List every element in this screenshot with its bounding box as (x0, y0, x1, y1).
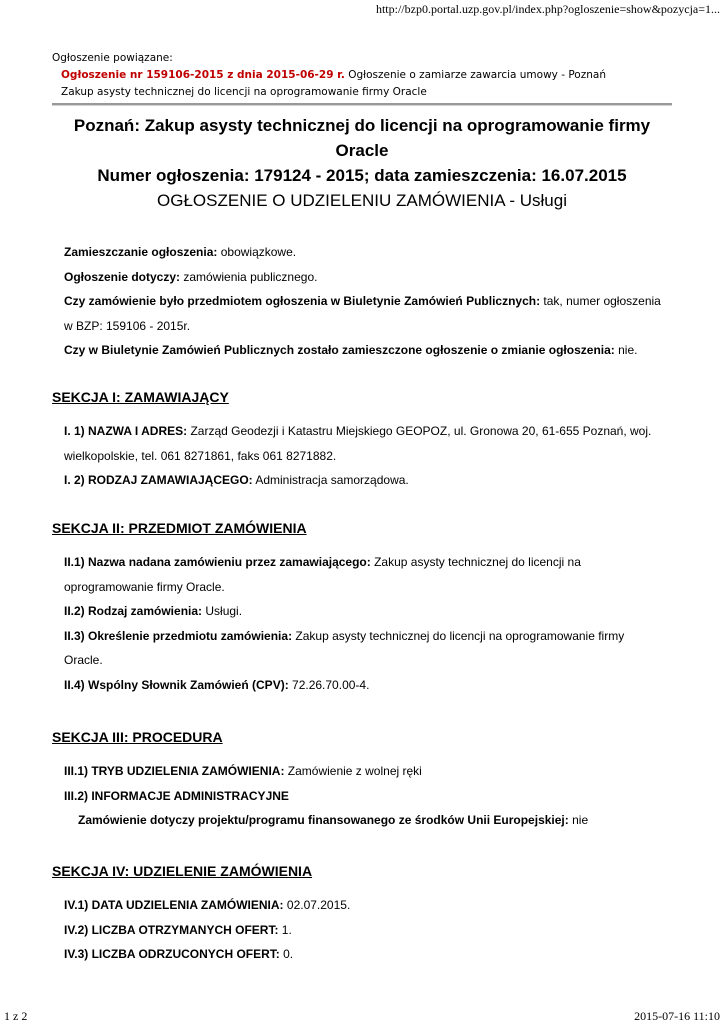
page-url: http://bzp0.portal.uzp.gov.pl/index.php?ogloszenie=show&pozycja=1... (375, 2, 720, 16)
section-3-eu-funding: Zamówienie dotyczy projektu/programu finansowanego ze środków Unii Europejskiej: nie (78, 813, 589, 827)
section-3-procedure-mode: III.1) TRYB UDZIELENIA ZAMÓWIENIA: Zamówienie z wolnej ręki (64, 764, 422, 778)
section-1-address-cont: wielkopolskie, tel. 061 8271861, faks 061 8271882. (64, 448, 337, 463)
page-indicator: 1 z 2 (4, 1009, 28, 1023)
section-2 (52, 518, 672, 697)
related-line-1 (52, 67, 672, 84)
notice-title-block (52, 113, 672, 213)
related-notice (52, 50, 672, 101)
section-2-subject: II.3) Określenie przedmiotu zamówienia: Zakup asysty technicznej do licencji na oprogramowanie firmy (64, 628, 625, 643)
section-4-award-date: IV.1) DATA UDZIELENIA ZAMÓWIENIA: 02.07.2015. (64, 898, 351, 912)
notice-title-line-1: Poznań: Zakup asysty technicznej do licencji na oprogramowanie firmy (73, 116, 651, 135)
section-1 (52, 387, 672, 493)
related-description-1: Ogłoszenie o zamiarze zawarcia umowy - Poznań (344, 69, 606, 81)
section-2-order-kind: II.2) Rodzaj zamówienia: Usługi. (64, 604, 243, 618)
intro-bzp-number: w BZP: 159106 - 2015r. (64, 318, 191, 333)
intro-concerns: Ogłoszenie dotyczy: zamówienia publicznego. (64, 269, 318, 284)
section-2-order-name: II.1) Nazwa nadana zamówieniu przez zamawiającego: Zakup asysty technicznej do licencji na (64, 555, 581, 569)
section-1-contracting-type: I. 2) RODZAJ ZAMAWIAJĄCEGO: Administracja samorządowa. (64, 473, 409, 487)
section-2-cpv: II.4) Wspólny Słownik Zamówień (CPV): 72.26.70.00-4. (64, 677, 370, 692)
notice-number: Numer ogłoszenia: 179124 - 2015; data zamieszczenia: 16.07.2015 (97, 166, 627, 185)
notice-title-line-2: Oracle (335, 141, 389, 160)
section-4-offers-received: IV.2) LICZBA OTRZYMANYCH OFERT: 1. (64, 922, 292, 937)
intro-change-notice: Czy w Biuletynie Zamówień Publicznych zostało zamieszczone ogłoszenie o zmianie ogłoszenia: nie. (64, 343, 638, 357)
section-3-admin-info: III.2) INFORMACJE ADMINISTRACYJNE (64, 788, 289, 803)
section-2-order-name-cont: oprogramowanie firmy Oracle. (64, 579, 225, 594)
related-notice-link[interactable]: Ogłoszenie nr 159106-2015 z dnia 2015-06-29 r. (61, 69, 345, 81)
section-3 (52, 727, 672, 833)
print-timestamp: 2015-07-16 11:10 (634, 1009, 720, 1023)
section-1-heading: SEKCJA I: ZAMAWIAJĄCY (52, 389, 229, 405)
related-label: Ogłoszenie powiązane: (52, 52, 173, 64)
intro-block (64, 240, 674, 363)
intro-publication: Zamieszczanie ogłoszenia: obowiązkowe. (64, 245, 297, 259)
section-4-offers-rejected: IV.3) LICZBA ODRZUCONYCH OFERT: 0. (64, 947, 294, 961)
intro-bzp-notice: Czy zamówienie było przedmiotem ogłoszenia w Biuletynie Zamówień Publicznych: tak, numer ogłoszenia (64, 294, 661, 308)
horizontal-divider (52, 103, 672, 106)
section-4 (52, 861, 672, 967)
section-4-heading: SEKCJA IV: UDZIELENIE ZAMÓWIENIA (52, 863, 313, 879)
related-description-2: Zakup asysty technicznej do licencji na oprogramowanie firmy Oracle (61, 86, 427, 98)
section-2-heading: SEKCJA II: PRZEDMIOT ZAMÓWIENIA (52, 520, 307, 536)
section-1-name-address: I. 1) NAZWA I ADRES: Zarząd Geodezji i Katastru Miejskiego GEOPOZ, ul. Gronowa 20, 61-655 Poznań, woj. (64, 424, 652, 438)
section-2-subject-cont: Oracle. (64, 653, 103, 667)
section-3-heading: SEKCJA III: PROCEDURA (52, 729, 223, 745)
notice-type: OGŁOSZENIE O UDZIELENIU ZAMÓWIENIA - Usługi (157, 191, 567, 210)
